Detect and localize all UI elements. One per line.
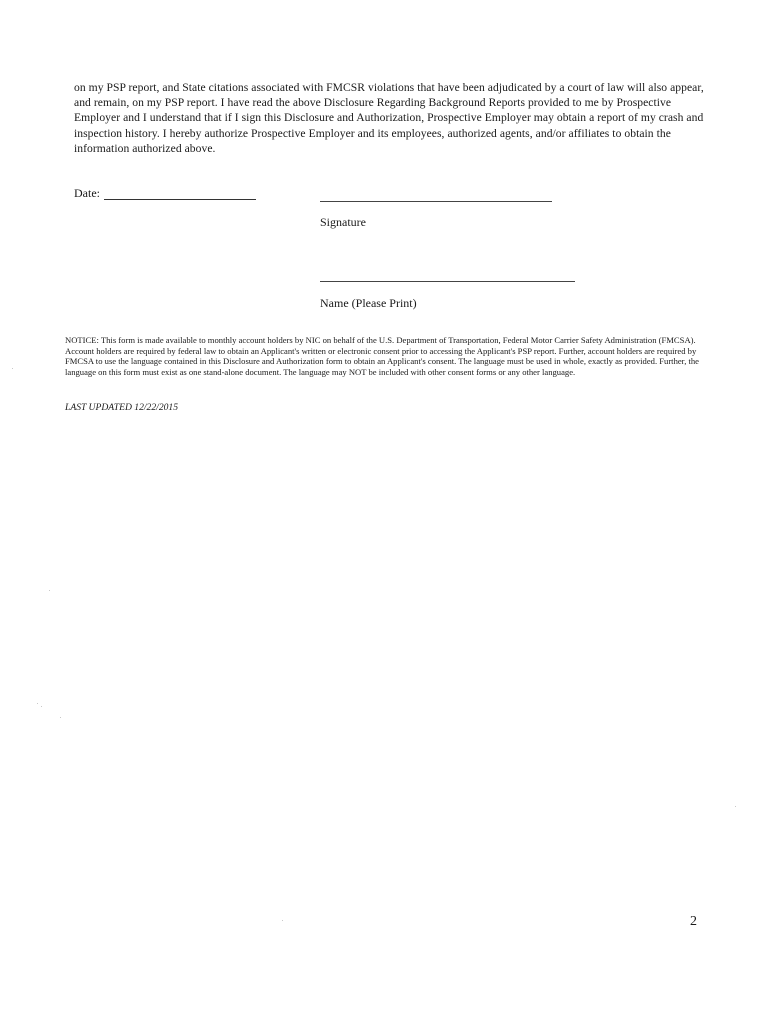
signature-label: Signature [320, 215, 366, 229]
page-number: 2 [690, 914, 697, 929]
name-print-label: Name (Please Print) [320, 296, 417, 310]
date-label: Date: [74, 186, 100, 200]
last-updated-text: LAST UPDATED 12/22/2015 [65, 402, 179, 413]
signature-field-line[interactable] [320, 201, 552, 202]
name-field-line[interactable] [320, 281, 575, 282]
notice-paragraph: NOTICE: This form is made available to monthly account holders by NIC on behalf of the U.S. Department of Transportation, Federal Motor Carrier Safety Administration (FMCSA). Account holders are required by federal law to obtain an Applicant's written or electronic consent prior to accessing the Applicant's PSP report. Further, account holders are required by FMCSA to use the language contained in this Disclosure and Authorization form to obtain an Applicant's consent. The language must be used in whole, exactly as provided. Further, the language on this form must exist as one stand-alone document. The language may NOT be included with other consent forms or any other language. [65, 335, 699, 377]
date-field-line[interactable] [104, 199, 256, 200]
authorization-paragraph: on my PSP report, and State citations associated with FMCSR violations that have been adjudicated by a court of law will also appear, and remain, on my PSP report. I have read the above Disclosure Regarding Background Reports provided to me by Prospective Employer and I understand that if I sign this Disclosure and Authorization, Prospective Employer may obtain a report of my crash and inspection history. I hereby authorize Prospective Employer and its employees, authorized agents, and/or affiliates to obtain the information authorized above. [74, 81, 704, 155]
